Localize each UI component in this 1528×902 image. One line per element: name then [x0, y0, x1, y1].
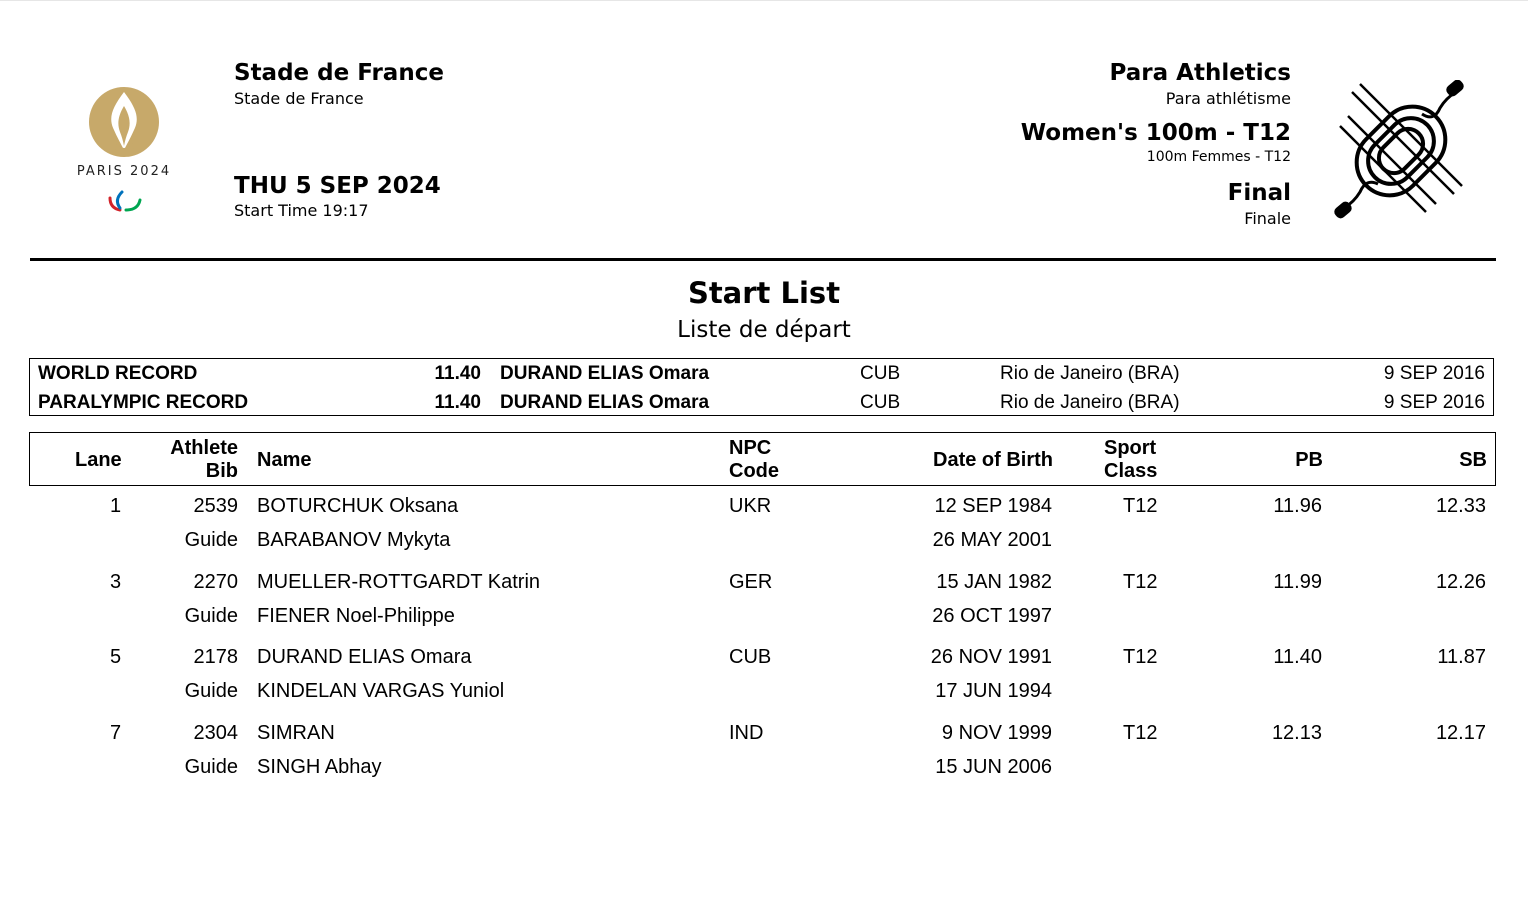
personal-best: 11.40 — [1273, 646, 1322, 668]
record-holder: DURAND ELIAS Omara — [500, 363, 710, 384]
record-time: 11.40 — [434, 363, 481, 384]
personal-best: 11.99 — [1273, 571, 1322, 593]
col-bib-line2: Bib — [205, 460, 238, 482]
paris-2024-flame-icon — [62, 84, 186, 220]
athlete-name: SIMRAN — [257, 722, 335, 744]
date-of-birth: 15 JAN 1982 — [936, 571, 1052, 593]
sport-title: Para Athletics — [1109, 60, 1291, 86]
header-divider — [30, 258, 1496, 261]
bib: 2304 — [193, 722, 238, 744]
guide-date-of-birth: 26 OCT 1997 — [932, 605, 1052, 627]
athlete-name: MUELLER-ROTTGARDT Katrin — [257, 571, 541, 593]
date-of-birth: 9 NOV 1999 — [941, 722, 1052, 744]
bib: 2178 — [193, 646, 238, 668]
start-time: Start Time 19:17 — [234, 201, 369, 220]
col-pb: PB — [1295, 449, 1323, 471]
npc-code: CUB — [729, 646, 772, 668]
col-name: Name — [257, 449, 312, 471]
record-place: Rio de Janeiro (BRA) — [1000, 392, 1180, 413]
document-title: Start List — [687, 276, 841, 310]
sport-class: T12 — [1123, 495, 1158, 517]
sport-class: T12 — [1123, 646, 1158, 668]
guide-date-of-birth: 17 JUN 1994 — [935, 680, 1052, 702]
table-header — [29, 432, 1496, 486]
records-box — [29, 358, 1494, 416]
athlete-name: BOTURCHUK Oksana — [257, 495, 459, 517]
document-subtitle: Liste de départ — [677, 317, 851, 343]
guide-date-of-birth: 15 JUN 2006 — [935, 756, 1052, 778]
event-title: Women's 100m - T12 — [1020, 120, 1291, 146]
col-dob: Date of Birth — [933, 449, 1053, 471]
col-sb: SB — [1459, 449, 1487, 471]
guide-name: KINDELAN VARGAS Yuniol — [257, 680, 505, 702]
npc-code: UKR — [729, 495, 772, 517]
sport-subtitle: Para athlétisme — [1165, 89, 1291, 108]
npc-code: GER — [729, 571, 773, 593]
phase-title: Final — [1227, 180, 1291, 206]
record-time: 11.40 — [434, 392, 481, 413]
athlete-name: DURAND ELIAS Omara — [257, 646, 472, 668]
phase-subtitle: Finale — [1244, 209, 1291, 228]
guide-name: FIENER Noel-Philippe — [257, 605, 455, 627]
guide-label: Guide — [184, 605, 238, 627]
guide-label: Guide — [184, 680, 238, 702]
running-track-icon — [1330, 80, 1472, 222]
date-of-birth: 12 SEP 1984 — [934, 495, 1052, 517]
col-lane: Lane — [75, 449, 122, 471]
bib: 2539 — [193, 495, 238, 517]
sport-class: T12 — [1123, 722, 1158, 744]
col-class-line1: Sport — [1104, 437, 1157, 459]
season-best: 12.17 — [1435, 722, 1486, 744]
record-date: 9 SEP 2016 — [1383, 392, 1485, 413]
guide-label: Guide — [184, 756, 238, 778]
venue-subtitle: Stade de France — [234, 89, 364, 108]
col-bib-line1: Athlete — [170, 437, 238, 459]
record-row-world — [30, 360, 1493, 389]
lane: 1 — [110, 495, 122, 517]
npc-code: IND — [729, 722, 764, 744]
brand-text: PARIS 2024 — [76, 164, 172, 179]
season-best: 11.87 — [1437, 646, 1486, 668]
record-label: WORLD RECORD — [38, 363, 198, 384]
event-subtitle: 100m Femmes - T12 — [1146, 149, 1291, 165]
personal-best: 12.13 — [1271, 722, 1322, 744]
record-holder: DURAND ELIAS Omara — [500, 392, 710, 413]
record-date: 9 SEP 2016 — [1383, 363, 1485, 384]
lane: 3 — [110, 571, 122, 593]
guide-name: SINGH Abhay — [257, 756, 382, 778]
personal-best: 11.96 — [1273, 495, 1322, 517]
record-npc: CUB — [860, 392, 901, 413]
season-best: 12.33 — [1435, 495, 1486, 517]
record-label: PARALYMPIC RECORD — [38, 392, 249, 413]
col-npc-line1: NPC — [729, 437, 772, 459]
bib: 2270 — [193, 571, 238, 593]
venue-title: Stade de France — [234, 60, 444, 86]
season-best: 12.26 — [1435, 571, 1486, 593]
lane: 7 — [110, 722, 122, 744]
date-of-birth: 26 NOV 1991 — [930, 646, 1052, 668]
guide-label: Guide — [184, 529, 238, 551]
col-npc-line2: Code — [729, 460, 779, 482]
lane: 5 — [110, 646, 122, 668]
date-title: THU 5 SEP 2024 — [234, 173, 441, 199]
col-class-line2: Class — [1104, 460, 1158, 482]
paris-2024-logo — [62, 84, 186, 220]
sport-class: T12 — [1123, 571, 1158, 593]
record-row-paralympic — [30, 389, 1493, 418]
top-edge-line — [0, 0, 1528, 1]
guide-name: BARABANOV Mykyta — [257, 529, 451, 551]
guide-date-of-birth: 26 MAY 2001 — [932, 529, 1052, 551]
record-place: Rio de Janeiro (BRA) — [1000, 363, 1180, 384]
record-npc: CUB — [860, 363, 901, 384]
